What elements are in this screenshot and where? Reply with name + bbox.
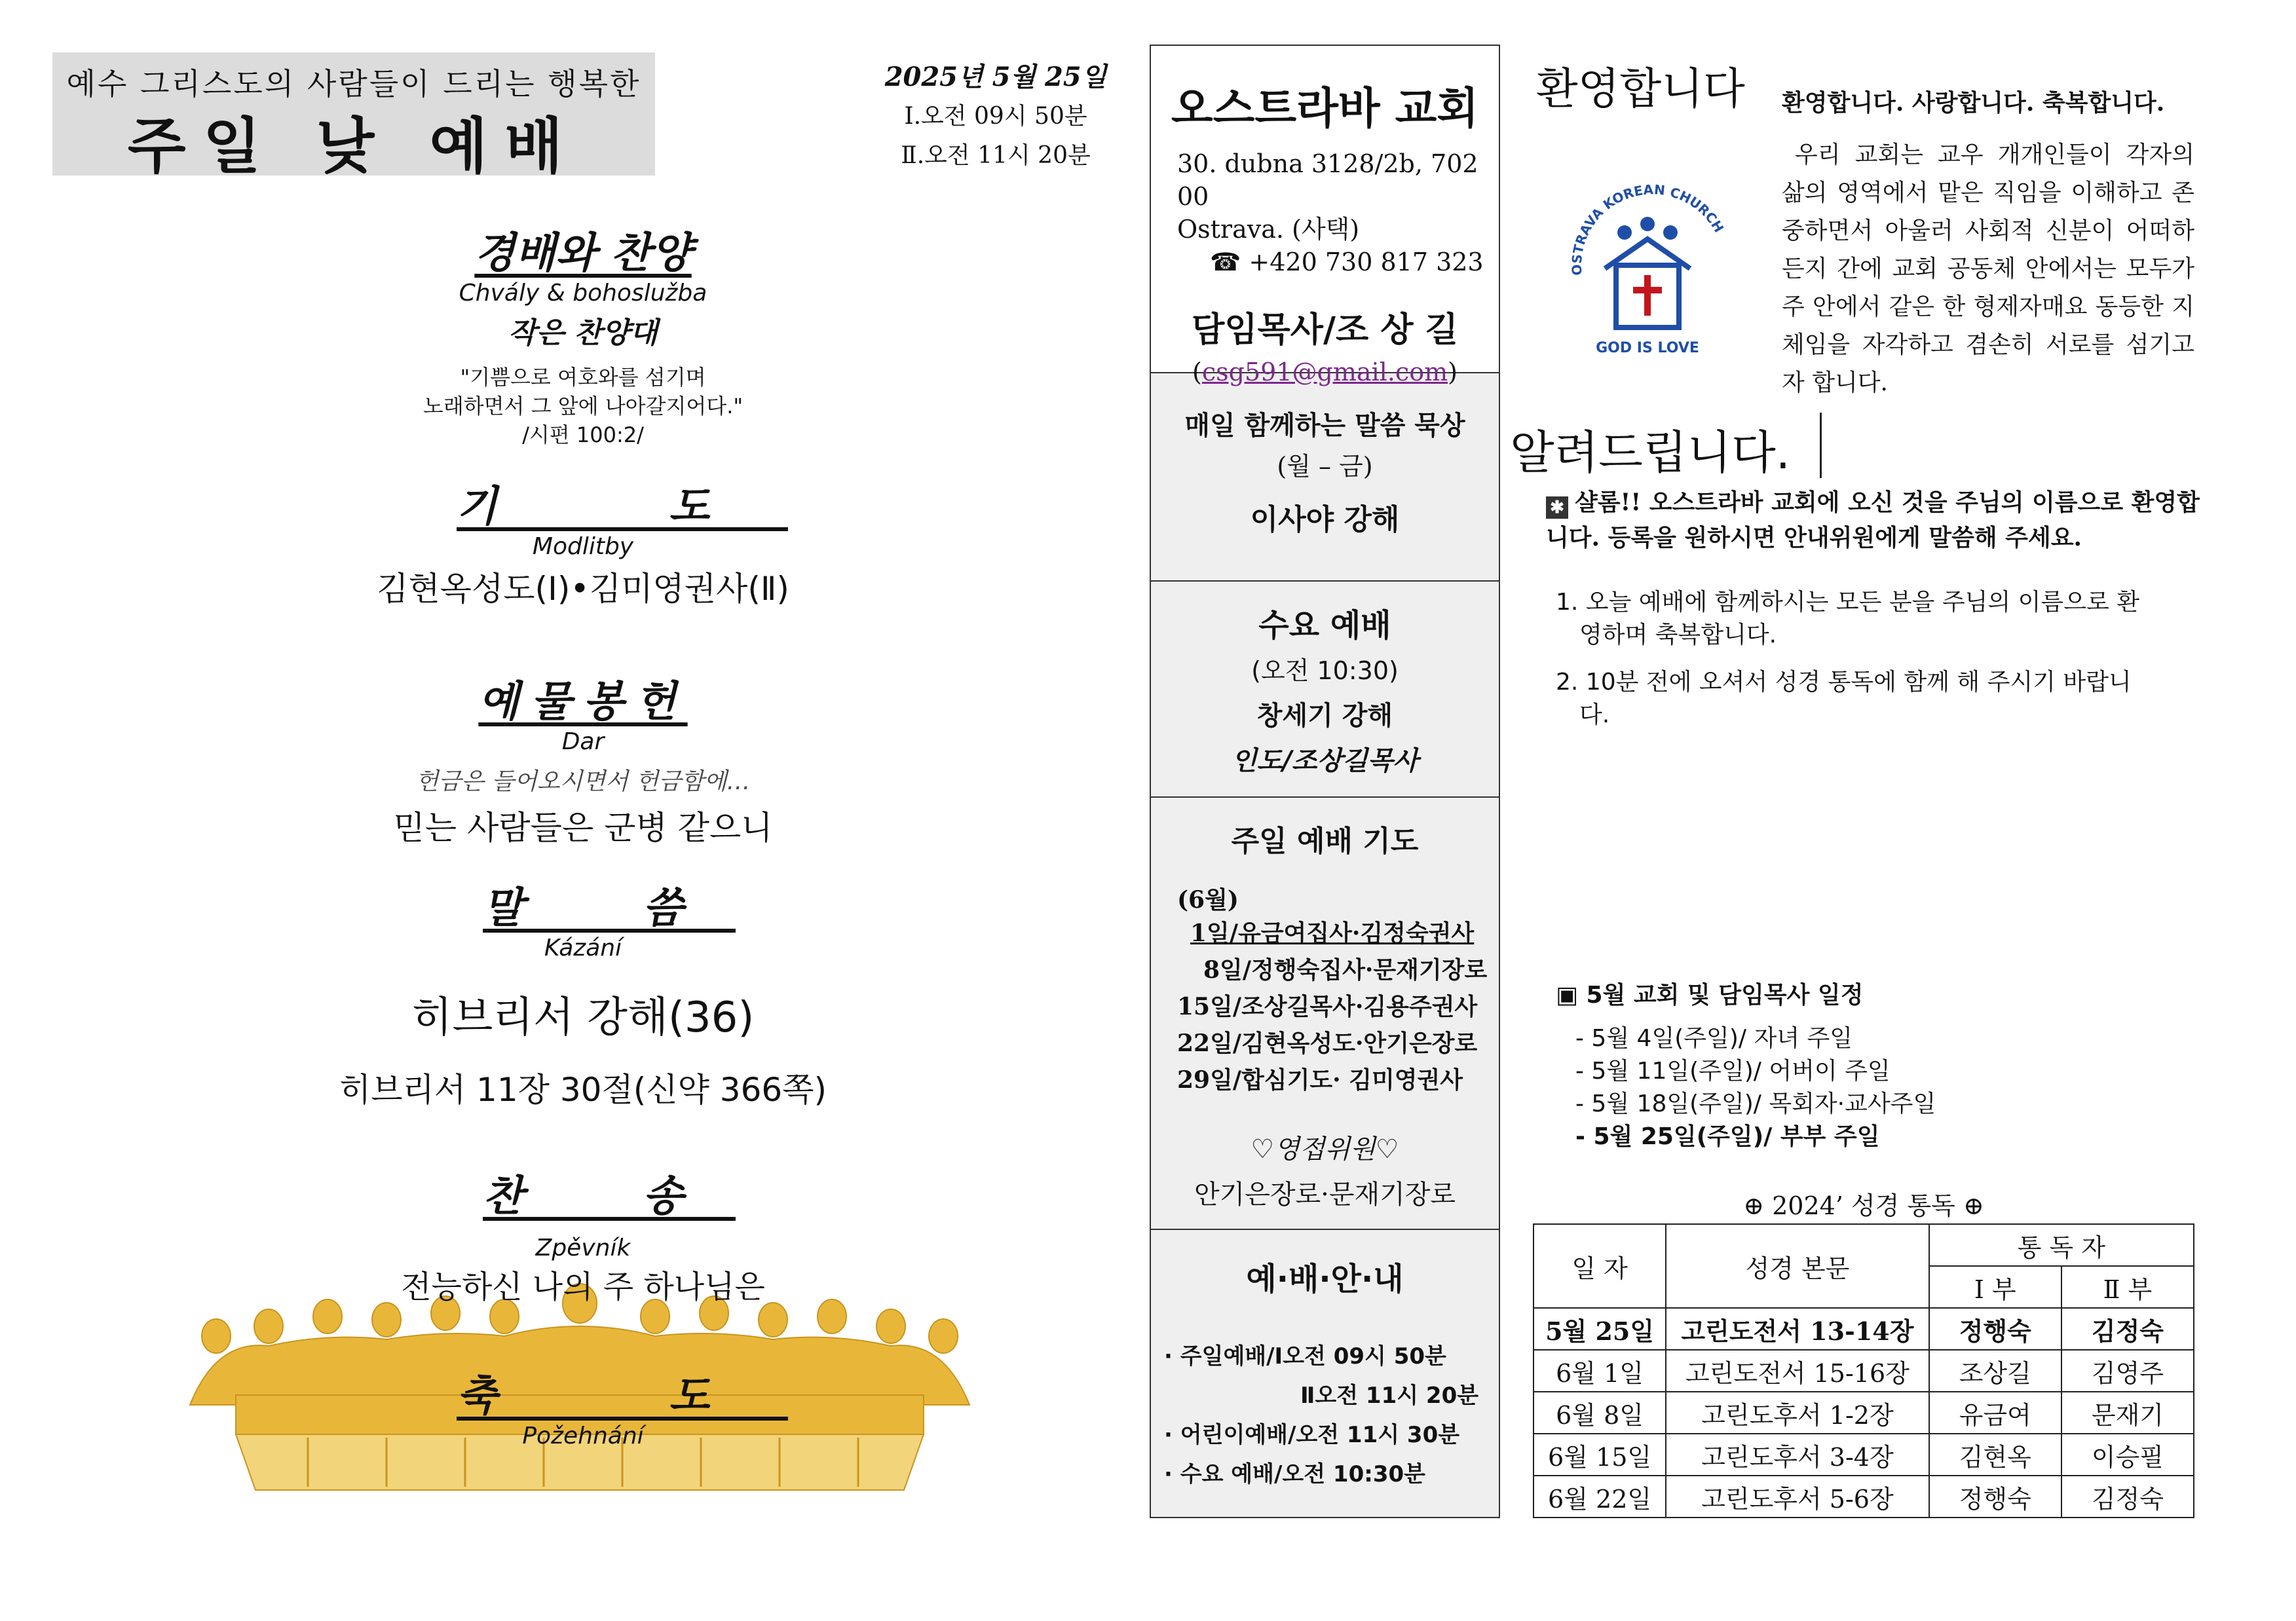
prayer-row-5: 29일/합심기도· 김미영권사 [1177, 1066, 1463, 1094]
praise-subtitle: Chvály & bohoslužba [459, 280, 707, 307]
daily-book: 이사야 강해 [1250, 503, 1400, 536]
row-reader2: 문재기 [2061, 1392, 2194, 1434]
row-reader1: 정행숙 [1929, 1476, 2061, 1518]
logo-text-top: OSTRAVA KOREAN CHURCH [1568, 181, 1727, 276]
service-info-box [1151, 1230, 1499, 1517]
row-text: 고린도후서 3-4장 [1666, 1434, 1929, 1476]
sermon-topic: 히브리서 강해(36) [411, 994, 755, 1042]
row-date: 6월 1일 [1534, 1350, 1666, 1392]
wednesday-service-box [1151, 582, 1499, 798]
table-row [1534, 1350, 2194, 1392]
notice-intro-text: 샬롬!! 오스트라바 교회에 오신 것을 주님의 이름으로 환영합니다. 등록을 원하시면 안내위원에게 말씀해 주세요. [1546, 489, 2200, 551]
schedule-item-2: - 5월 11일(주일)/ 어버이 주일 [1575, 1058, 1891, 1085]
table-row [1534, 1434, 2194, 1476]
church-address-line1: 30. dubna 3128/2b, 702 00 [1177, 149, 1478, 211]
wednesday-title: 수요 예배 [1258, 607, 1391, 644]
prayer-row-2: 8일/정행숙집사·문재기장로 [1203, 956, 1488, 984]
header-readers: 통 독 자 [1929, 1224, 2194, 1266]
table-row [1534, 1476, 2194, 1518]
service-info-line-2: Ⅱ오전 11시 20분 [1300, 1383, 1479, 1409]
notice-intro [1546, 485, 2201, 555]
prayer-row-3: 15일/조상길목사·김용주권사 [1177, 993, 1478, 1020]
row-reader1: 유금여 [1929, 1392, 2061, 1434]
pastor-name: 담임목사/조 상 길 [1192, 310, 1458, 350]
notice-divider [1820, 413, 1822, 478]
hymn-section [249, 1163, 917, 1307]
header-date: 일 자 [1534, 1224, 1666, 1308]
hymn-subtitle: Zpěvník [535, 1235, 631, 1261]
bulletin-date: 2025년 5월 25일 [884, 62, 1107, 92]
notice-item-1: 1. 오늘 예배에 함께하시는 모든 분을 주님의 이름으로 환영하며 축복합니다. [1556, 589, 2139, 648]
offering-title: 예물봉헌 [478, 677, 688, 726]
row-date: 6월 22일 [1534, 1476, 1666, 1518]
row-date: 6월 8일 [1534, 1392, 1666, 1434]
daily-meditation-box [1151, 373, 1499, 582]
schedule-item-4: - 5월 25일(주일)/ 부부 주일 [1575, 1123, 1880, 1150]
schedule-title: ▣ 5월 교회 및 담임목사 일정 [1556, 982, 1864, 1009]
service-time-2: Ⅱ.오전 11시 20분 [901, 142, 1091, 169]
church-logo [1556, 177, 1746, 360]
service-time-1: Ⅰ.오전 09시 50분 [904, 103, 1087, 130]
church-phone: ☎ +420 730 817 323 [1210, 248, 1484, 276]
notice-list [1556, 586, 2158, 732]
table-row [1534, 1308, 2194, 1350]
blessing-section [249, 1362, 917, 1449]
usher-names: 안기은장로·문재기장로 [1194, 1180, 1456, 1210]
schedule-item-1: - 5월 4일(주일)/ 자녀 주일 [1575, 1025, 1853, 1052]
header-text: 성경 본문 [1666, 1224, 1929, 1308]
sunday-prayer-title: 주일 예배 기도 [1231, 825, 1419, 858]
praise-title: 경배와 찬양 [474, 229, 692, 278]
sermon-section [249, 874, 917, 1111]
date-block [878, 58, 1114, 176]
sunday-prayer-month: (6월) [1177, 886, 1239, 914]
offering-hymn: 믿는 사람들은 군병 같으니 [393, 809, 773, 847]
notice-bullet-icon: ✱ [1546, 496, 1568, 519]
row-text: 고린도전서 15-16장 [1666, 1350, 1929, 1392]
row-reader1: 김현옥 [1929, 1434, 2061, 1476]
blessing-title: 축 도 [457, 1371, 788, 1421]
prayer-title: 기 도 [457, 482, 788, 531]
email-open-paren: ( [1192, 358, 1202, 386]
wednesday-leader: 인도/조상길목사 [1231, 745, 1419, 776]
row-reader1: 조상길 [1929, 1350, 2061, 1392]
row-reader2: 이승필 [2061, 1434, 2194, 1476]
church-info-box [1151, 46, 1499, 386]
logo-text-bottom: GOD IS LOVE [1596, 340, 1699, 356]
header-part2: Ⅱ 부 [2061, 1266, 2194, 1308]
sermon-passage: 히브리서 11장 30절(신약 366쪽) [339, 1071, 827, 1109]
daily-days: (월 – 금) [1277, 452, 1373, 481]
prayer-names: 김현옥성도(Ⅰ)•김미영권사(Ⅱ) [377, 570, 789, 608]
praise-section [249, 219, 917, 449]
church-address-line2: Ostrava. (사택) [1177, 215, 1360, 244]
hymn-song: 전능하신 나의 주 하나님은 [401, 1269, 765, 1305]
row-reader2: 김정숙 [2061, 1476, 2194, 1518]
praise-verse-line1: "기쁨으로 여호와를 섬기며 [460, 365, 706, 390]
notice-item-2: 2. 10분 전에 오셔서 성경 통독에 함께 해 주시기 바랍니다. [1556, 669, 2132, 728]
wednesday-topic: 창세기 강해 [1256, 701, 1393, 731]
row-reader1: 정행숙 [1929, 1308, 2061, 1350]
row-text: 고린도후서 1-2장 [1666, 1392, 1929, 1434]
sunday-prayer-box [1151, 798, 1499, 1230]
welcome-paragraph: 우리 교회는 교우 개개인들이 각자의 삶의 영역에서 맡은 직임을 이해하고 존중하면서 아울러 사회적 신분이 어떠하든지 간에 교회 공동체 안에서는 모두가 주 안에서 같은 한 형제자매요 동등한 지체임을 자각하고 겸손히 서로를 섬기고자 합니다. [1782, 141, 2194, 396]
reading-table [1533, 1223, 2194, 1518]
email-close-paren: ) [1448, 358, 1458, 386]
offering-section [249, 668, 917, 849]
info-column [1150, 45, 1500, 1518]
prayer-subtitle: Modlitby [532, 533, 634, 560]
service-info-line-4: · 수요 예배/오전 10:30분 [1164, 1461, 1425, 1487]
reading-title: ⊕ 2024’ 성경 통독 ⊕ [1743, 1191, 1984, 1220]
pastor-email-link[interactable]: csg591@gmail.com [1201, 358, 1448, 386]
praise-leader: 작은 찬양대 [508, 316, 658, 350]
hymn-title: 찬 송 [483, 1172, 736, 1221]
row-text: 고린도전서 13-14장 [1666, 1308, 1929, 1350]
offering-note: 헌금은 들어오시면서 헌금함에… [415, 768, 751, 795]
blessing-subtitle: Požehnání [522, 1423, 644, 1449]
header-part1: Ⅰ 부 [1929, 1266, 2061, 1308]
bulletin-title: 주일 낮 예배 [127, 111, 580, 181]
church-name: 오스트라바 교회 [1171, 83, 1479, 134]
welcome-text [1782, 84, 2194, 402]
notice-heading: 알려드립니다. [1510, 426, 1790, 479]
row-text: 고린도후서 5-6장 [1666, 1476, 1929, 1518]
schedule-block [1556, 979, 2145, 1153]
row-date: 6월 15일 [1534, 1434, 1666, 1476]
schedule-item-3: - 5월 18일(주일)/ 목회자·교사주일 [1575, 1090, 1936, 1117]
service-info-line-3: · 어린이예배/오전 11시 30분 [1164, 1422, 1460, 1448]
usher-title: ♡영접위원♡ [1251, 1134, 1399, 1165]
table-header-row [1534, 1224, 2194, 1266]
service-info-title: 예·배·안·내 [1246, 1261, 1404, 1297]
row-reader2: 김영주 [2061, 1350, 2194, 1392]
service-info-line-1: · 주일예배/Ⅰ오전 09시 50분 [1164, 1343, 1446, 1369]
praise-verse-ref: /시편 100:2/ [522, 422, 644, 447]
offering-subtitle: Dar [561, 728, 605, 755]
row-reader2: 김정숙 [2061, 1308, 2194, 1350]
sermon-title: 말 씀 [483, 884, 736, 933]
table-row [1534, 1392, 2194, 1434]
bulletin-subtitle: 예수 그리스도의 사람들이 드리는 행복한 [66, 66, 641, 102]
daily-title: 매일 함께하는 말씀 묵상 [1184, 411, 1465, 441]
prayer-section [249, 473, 917, 610]
welcome-line1: 환영합니다. 사랑합니다. 축복합니다. [1782, 89, 2165, 117]
wednesday-time: (오전 10:30) [1251, 656, 1399, 685]
row-date: 5월 25일 [1534, 1308, 1666, 1350]
prayer-row-4: 22일/김현옥성도·안기은장로 [1177, 1030, 1478, 1057]
sermon-subtitle: Kázání [544, 935, 622, 961]
praise-verse-line2: 노래하면서 그 앞에 나아갈지어다." [423, 394, 743, 419]
prayer-row-1: 1일/유금여집사·김정숙권사 [1190, 920, 1475, 947]
welcome-heading: 환영합니다 [1536, 64, 1745, 114]
